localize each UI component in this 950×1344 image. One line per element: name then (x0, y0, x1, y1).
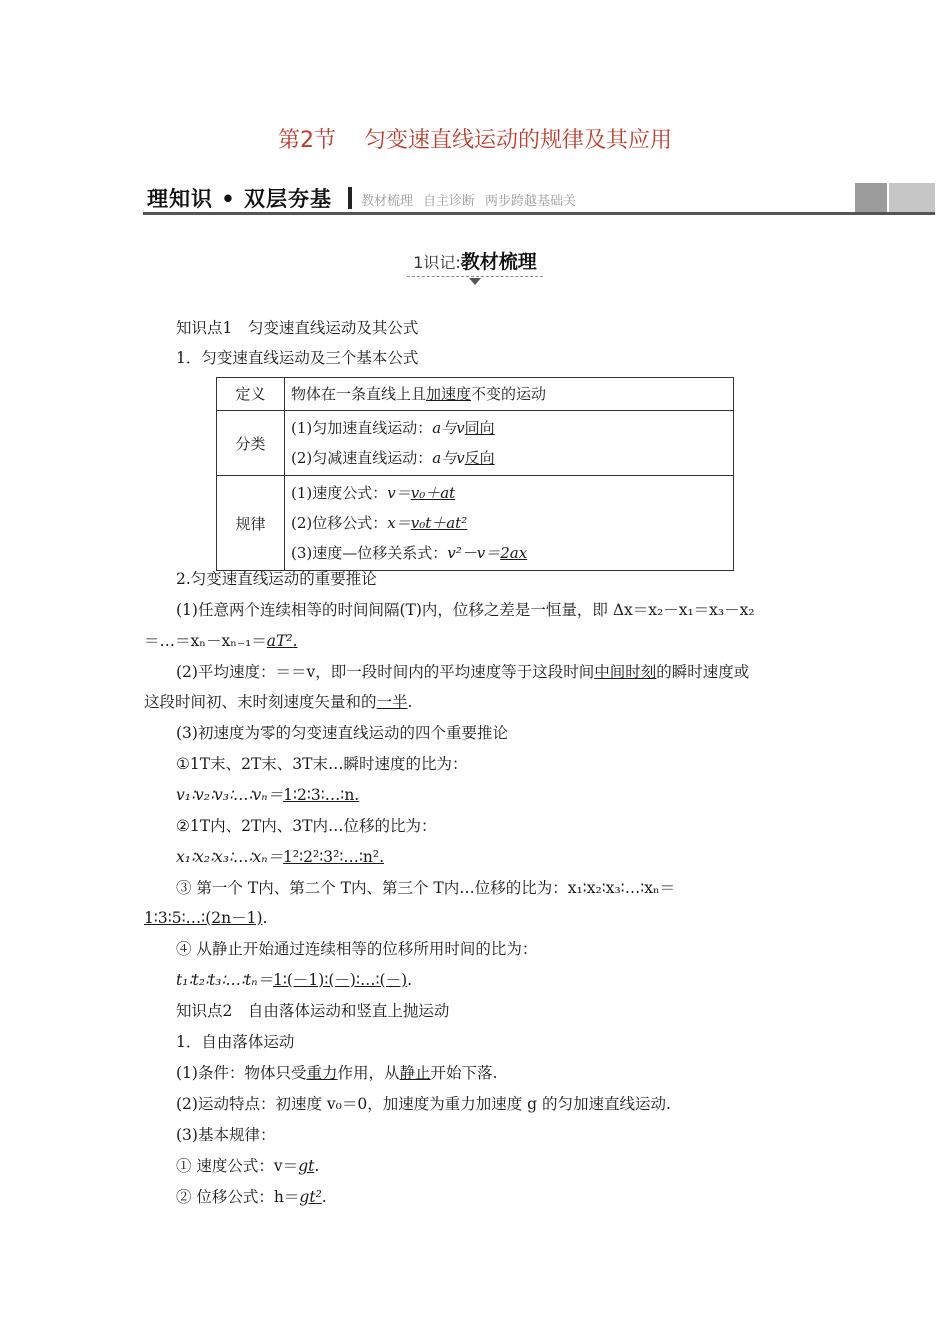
ratio-3-text: ③ 第一个 T内、第二个 T内、第三个 T内…位移的比为：x₁∶x₂∶x₃∶…∶xₙ＝ (176, 879, 676, 897)
freefall-displacement-formula: ② 位移公式：h＝gt². (176, 1188, 327, 1206)
paragraph-2-heading: 2.匀变速直线运动的重要推论 (176, 570, 377, 588)
down-triangle-icon (469, 278, 481, 285)
section-heading-number: 1 (413, 253, 424, 272)
banner-sub-3: 两步跨越基础关 (485, 194, 577, 209)
section-title: 匀变速直线运动的规律及其应用 (363, 128, 672, 153)
chapter-banner (143, 183, 935, 215)
table-header-definition: 定义 (217, 378, 285, 411)
banner-sub-1: 教材梳理 (361, 194, 414, 209)
ratio-2-formula: x₁∶x₂∶x₃∶…∶xₙ＝1²∶2²∶3²∶…∶n². (176, 848, 385, 866)
section-heading-bold: 教材梳理 (460, 251, 537, 273)
knowledge-point-1: 知识点1 匀变速直线运动及其公式 (176, 319, 419, 337)
table-cell-classification: (1)匀加速直线运动：a与v同向 (2)匀减速直线运动：a与v反向 (285, 411, 734, 476)
table-header-law: 规律 (217, 476, 285, 571)
ratio-4-text: ④ 从静止开始通过连续相等的位移所用时间的比为： (176, 940, 538, 958)
freefall-characteristics: (2)运动特点：初速度 v₀＝0，加速度为重力加速度 g 的匀加速直线运动. (176, 1095, 671, 1113)
freefall-laws-heading: (3)基本规律： (176, 1126, 276, 1144)
ratio-1-text: ①1T末、2T末、3T末…瞬时速度的比为： (176, 755, 468, 773)
inference-3-heading: (3)初速度为零的匀变速直线运动的四个重要推论 (176, 724, 508, 742)
inference-1-line-2: ＝…＝xₙ－xₙ₋₁＝aT². (144, 632, 298, 650)
formula-table (216, 377, 734, 571)
table-row (217, 476, 734, 571)
section-heading-label: 识记: (423, 253, 461, 272)
table-header-classification: 分类 (217, 411, 285, 476)
knowledge-point-2: 知识点2 自由落体运动和竖直上抛运动 (176, 1002, 450, 1020)
inference-2-line-1: (2)平均速度：＝＝v，即一段时间内的平均速度等于这段时间中间时刻的瞬时速度或 (176, 663, 750, 681)
banner-sub-2: 自主诊断 (423, 194, 476, 209)
ratio-4-formula: t₁∶t₂∶t₃∶…∶tₙ＝1∶(－1)∶(－)∶…∶(－). (176, 971, 413, 989)
table-row (217, 378, 734, 411)
ratio-2-text: ②1T内、2T内、3T内…位移的比为： (176, 817, 437, 835)
ratio-1-formula: v₁∶v₂∶v₃∶…∶vₙ＝1∶2∶3∶…∶n. (176, 786, 360, 804)
banner-title: 理知识 • 双层夯基 (147, 187, 333, 211)
freefall-condition: (1)条件：物体只受重力作用，从静止开始下落. (176, 1064, 498, 1082)
ratio-3-formula: 1∶3∶5∶…∶(2n－1). (144, 909, 268, 927)
kp2-item-1: 1．自由落体运动 (176, 1033, 295, 1051)
table-row (217, 411, 734, 476)
banner-subtitle (361, 190, 586, 209)
banner-block-dark (855, 183, 887, 212)
freefall-velocity-formula: ① 速度公式：v＝gt. (176, 1157, 320, 1175)
banner-block-light (889, 183, 935, 212)
page-title (0, 123, 950, 154)
inference-2-line-2: 这段时间初、末时刻速度矢量和的一半. (144, 693, 413, 711)
banner-divider (348, 187, 352, 209)
kp1-item-1: 1．匀变速直线运动及三个基本公式 (176, 349, 419, 367)
table-cell-definition: 物体在一条直线上且加速度不变的运动 (285, 378, 734, 411)
section-heading (0, 247, 950, 277)
section-number: 第2节 (277, 128, 336, 153)
table-cell-law: (1)速度公式：v＝v₀＋at (2)位移公式：x＝v₀t＋at² (3)速度—位移关系式：v²－v＝2ax (285, 476, 734, 571)
inference-1-line-1: (1)任意两个连续相等的时间间隔(T)内，位移之差是一恒量，即 Δx＝x₂－x₁＝x₃－x₂ (176, 601, 755, 619)
banner-rule (143, 212, 935, 215)
